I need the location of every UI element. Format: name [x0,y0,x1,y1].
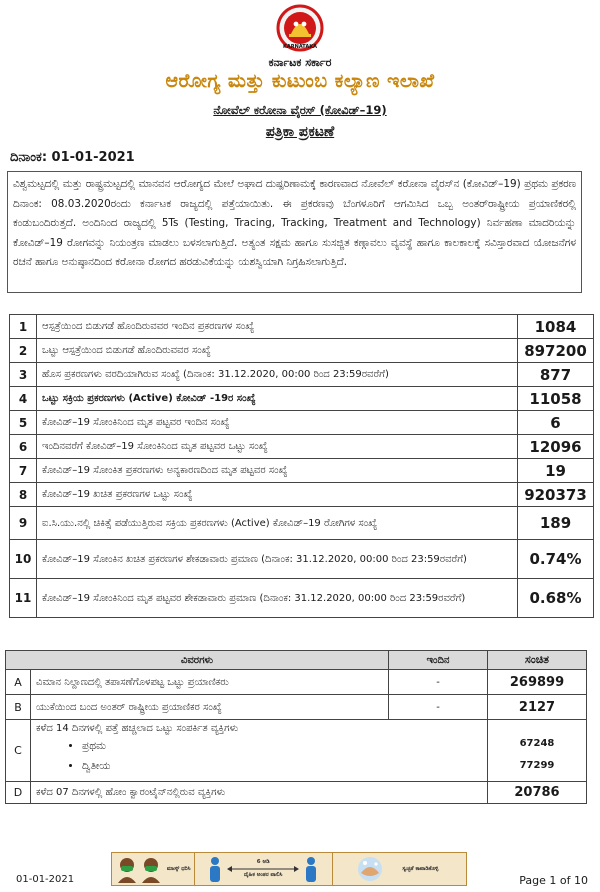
row-key: A [6,670,31,695]
stat-row [10,483,594,507]
row-label: ಕಳೆದ 07 ದಿನಗಳಲ್ಲಿ ಹೋಂ ಕ್ವಾರಂಟೈನ್‌ನಲ್ಲಿರುವ ವ್ಯಕ್ತಿಗಳು [31,782,488,804]
stat-value: 897200 [518,339,594,363]
row-cumulative: 20786 [488,782,587,804]
distance-text: ದೈಹಿಕ ಅಂತರ ಪಾಲಿಸಿ [243,872,283,878]
row-key: C [6,720,31,782]
stat-label: ಕೋವಿಡ್–19 ಸೋಂಕಿನ ಖಚಿತ ಪ್ರಕರಣಗಳ ಶೇಕಡಾವಾರು ಪ್ರಮಾಣ (ದಿನಾಂಕ: 31.12.2020, 00:00 ರಿಂದ 23:59ರವರೆಗೆ) [37,540,518,579]
stat-value: 189 [518,507,594,540]
stat-value: 1084 [518,315,594,339]
mask-section [112,853,194,885]
stat-number: 4 [10,387,37,411]
stat-label: ಕೋವಿಡ್–19 ಖಚಿತ ಪ್ರಕರಣಗಳ ಒಟ್ಟು ಸಂಖ್ಯೆ [37,483,518,507]
stat-number: 2 [10,339,37,363]
stat-number: 7 [10,459,37,483]
primary-contacts-label: • ಪ್ರಥಮ [82,736,482,756]
distance-section [194,853,333,885]
row-cumulative: 269899 [488,670,587,695]
stat-label: ಕೋವಿಡ್–19 ಸೋಂಕಿನಿಂದ ಮೃತ ಪಟ್ಟವರ ಇಂದಿನ ಸಂಖ್ಯೆ [37,411,518,435]
stat-label: ಆಸ್ಪತ್ರೆಯಿಂದ ಬಿಡುಗಡೆ ಹೊಂದಿರುವವರ ಇಂದಿನ ಪ್ರಕರಣಗಳ ಸಂಖ್ಯೆ [37,315,518,339]
header-details: ವಿವರಗಳು [6,651,389,670]
contacts-values [488,720,587,782]
travel-row-c [6,720,587,782]
travel-row-d [6,782,587,804]
stat-number: 8 [10,483,37,507]
travel-header-row [6,651,587,670]
stat-label: ಹೊಸ ಪ್ರಕರಣಗಳು ವರದಿಯಾಗಿರುವ ಸಂಖ್ಯೆ (ದಿನಾಂಕ: 31.12.2020, 00:00 ರಿಂದ 23:59ರವರೆಗೆ) [37,363,518,387]
stats-table [9,314,594,618]
secondary-contacts-value: 77299 [519,760,555,771]
stat-label: ಒಟ್ಟು ಸಕ್ರಿಯ ಪ್ರಕರಣಗಳು (Active) ಕೋವಿಡ್ -19ರ ಸಂಖ್ಯೆ [37,387,518,411]
stat-value: 0.68% [518,579,594,618]
stat-label: ಕೋವಿಡ್–19 ಸೋಂಕಿನಿಂದ ಮೃತ ಪಟ್ಟವರ ಶೇಕಡಾವಾರು ಪ್ರಮಾಣ (ದಿನಾಂಕ: 31.12.2020, 00:00 ರಿಂದ 23:59ರವರೆಗೆ) [37,579,518,618]
stat-value: 11058 [518,387,594,411]
stat-row [10,411,594,435]
contacts-cell [31,720,488,782]
hand-wash-icon [349,855,391,883]
person-left-icon [203,855,227,883]
distance-value: 6 ಅಡಿ [256,859,270,865]
page-number: Page 1 of 10 [519,874,588,887]
stat-number: 6 [10,435,37,459]
stat-value: 920373 [518,483,594,507]
stat-number: 1 [10,315,37,339]
emblem-label: KARNATAKA [283,44,317,50]
stat-row [10,387,594,411]
row-label: ವಿಮಾನ ನಿಲ್ದಾಣದಲ್ಲಿ ತಪಾಸಣೆಗೊಳಪಟ್ಟ ಒಟ್ಟು ಪ್ರಯಾಣಿಕರು [31,670,389,695]
row-key: D [6,782,31,804]
stat-number: 9 [10,507,37,540]
stat-number: 11 [10,579,37,618]
row-key: B [6,695,31,720]
distance-arrow [227,859,299,879]
stat-value: 6 [518,411,594,435]
contacts-list [36,736,482,776]
stat-number: 5 [10,411,37,435]
stat-value: 19 [518,459,594,483]
safety-banner [111,852,467,886]
secondary-contacts-label: • ದ್ವಿತೀಯ [82,756,482,776]
press-date: ದಿನಾಂಕ: 01-01-2021 [10,150,135,165]
stat-label: ಇಂದಿನವರೆಗೆ ಕೋವಿಡ್–19 ಸೋಂಕಿನಿಂದ ಮೃತ ಪಟ್ಟವರ ಒಟ್ಟು ಸಂಖ್ಯೆ [37,435,518,459]
contacts-label: ಕಳೆದ 14 ದಿನಗಳಲ್ಲಿ ಪತ್ತೆ ಹಚ್ಚಲಾದ ಒಟ್ಟು ಸಂಪರ್ಕಿತ ವ್ಯಕ್ತಿಗಳು [36,723,239,734]
press-release-title: ಪತ್ರಿಕಾ ಪ್ರಕಟಣೆ [265,124,335,140]
header-today: ಇಂದಿನ [389,651,488,670]
person-right-icon [299,855,323,883]
mask-icon [114,855,166,883]
header-cumulative: ಸಂಚಿತ [488,651,587,670]
department-title: ಆರೋಗ್ಯ ಮತ್ತು ಕುಟುಂಬ ಕಲ್ಯಾಣ ಇಲಾಖೆ [165,70,435,92]
mask-text: ಮಾಸ್ಕ್ ಧರಿಸಿ [166,865,191,872]
stat-row [10,339,594,363]
travel-row-a [6,670,587,695]
stat-number: 3 [10,363,37,387]
stat-row [10,363,594,387]
stat-row [10,459,594,483]
karnataka-emblem-icon [253,4,347,56]
stat-row [10,507,594,540]
stat-value: 0.74% [518,540,594,579]
row-today: - [389,670,488,695]
footer-date: 01-01-2021 [16,874,75,885]
stat-row [10,579,594,618]
hand-wash-section [333,853,466,885]
stat-label: ಐ.ಸಿ.ಯು.ನಲ್ಲಿ ಚಿಕಿತ್ಸೆ ಪಡೆಯುತ್ತಿರುವ ಸಕ್ರಿಯ ಪ್ರಕರಣಗಳು (Active) ಕೋವಿಡ್–19 ರೋಗಿಗಳ ಸಂಖ್ಯೆ [37,507,518,540]
travel-table [5,650,587,804]
hand-wash-text: ಸ್ವಚ್ಛತೆ ಕಾಪಾಡಿಕೊಳ್ಳಿ [402,865,439,872]
intro-paragraph: ವಿಶ್ವಮಟ್ಟದಲ್ಲಿ ಮತ್ತು ರಾಷ್ಟ್ರಮಟ್ಟದಲ್ಲಿ ಮಾನವನ ಆರೋಗ್ಯದ ಮೇಲೆ ಅಘಾದ ದುಷ್ಪರಿಣಾಮಕ್ಕೆ ಕಾರಣವಾದ ನೋವೆಲ್ ಕರೋನಾ ವೈರಸ್‌ನ (ಕೋವಿಡ್–19) ಪ್ರಥಮ ಪ್ರಕರಣ ದಿನಾಂಕ: 08.03.2020ರಂದು ಕರ್ನಾಟಕ ರಾಜ್ಯದಲ್ಲಿ ಪತ್ತೆಯಾಯಿತು. ಈ ಪ್ರಕರಣವು ಬೆಂಗಳೂರಿಗೆ ಆಗಮಿಸಿದ ಒಬ್ಬ ಅಂತರ್‌ರಾಷ್ಟ್ರೀಯ ಪ್ರಯಾಣಿಕರಲ್ಲಿ ಕಂಡುಬಂದಿರುತ್ತದೆ. ಅಂದಿನಿಂದ ರಾಜ್ಯದಲ್ಲಿ 5Ts (Testing, Tracing, Tracking, Treatment and Technology) ನಿರ್ವಹಣಾ ಮಾದರಿಯನ್ನು ಕೋವಿಡ್–19 ರೋಗವನ್ನು ನಿಯಂತ್ರಣ ಮಾಡಲು ಬಳಸಲಾಗುತ್ತಿದೆ. ಅತ್ಯಂತ ಸಕ್ಷಮ ಹಾಗೂ ಸುಸಜ್ಜಿತ ಕಣ್ಗಾವಲು ವ್ಯವಸ್ಥೆ ಹಾಗೂ ಕಾಲಕಾಲಕ್ಕೆ ಸವಿಸ್ತಾರವಾದ ಯೋಜನೆಗಳ ರಚನೆ ಹಾಗೂ ಅನುಷ್ಠಾನದಿಂದ ಕರೋನಾ ರೋಗದ ಹರಡುವಿಕೆಯನ್ನು ಯಶಸ್ವಿಯಾಗಿ ನಿಗ್ರಹಿಸಲಾಗುತ್ತಿದೆ. [7,171,582,293]
stat-row [10,540,594,579]
stat-row [10,315,594,339]
row-label: ಯುಕೆಯಿಂದ ಬಂದ ಅಂತರ್ ರಾಷ್ಟ್ರೀಯ ಪ್ರಯಾಣಿಕರ ಸಂಖ್ಯೆ [31,695,389,720]
stat-value: 877 [518,363,594,387]
virus-title: ನೋವೆಲ್ ಕರೋನಾ ವೈರಸ್ (ಕೋವಿಡ್–19) [213,103,387,117]
row-today: - [389,695,488,720]
stat-value: 12096 [518,435,594,459]
travel-row-b [6,695,587,720]
government-name: ಕರ್ನಾಟಕ ಸರ್ಕಾರ [268,56,332,69]
primary-contacts-value: 67248 [519,738,555,749]
stat-number: 10 [10,540,37,579]
row-cumulative: 2127 [488,695,587,720]
stat-label: ಕೋವಿಡ್–19 ಸೋಂಕಿತ ಪ್ರಕರಣಗಳು ಅನ್ಯಕಾರಣದಿಂದ ಮೃತ ಪಟ್ಟವರ ಸಂಖ್ಯೆ [37,459,518,483]
stat-label: ಒಟ್ಟು ಆಸ್ಪತ್ರೆಯಿಂದ ಬಿಡುಗಡೆ ಹೊಂದಿರುವವರ ಸಂಖ್ಯೆ [37,339,518,363]
stat-row [10,435,594,459]
